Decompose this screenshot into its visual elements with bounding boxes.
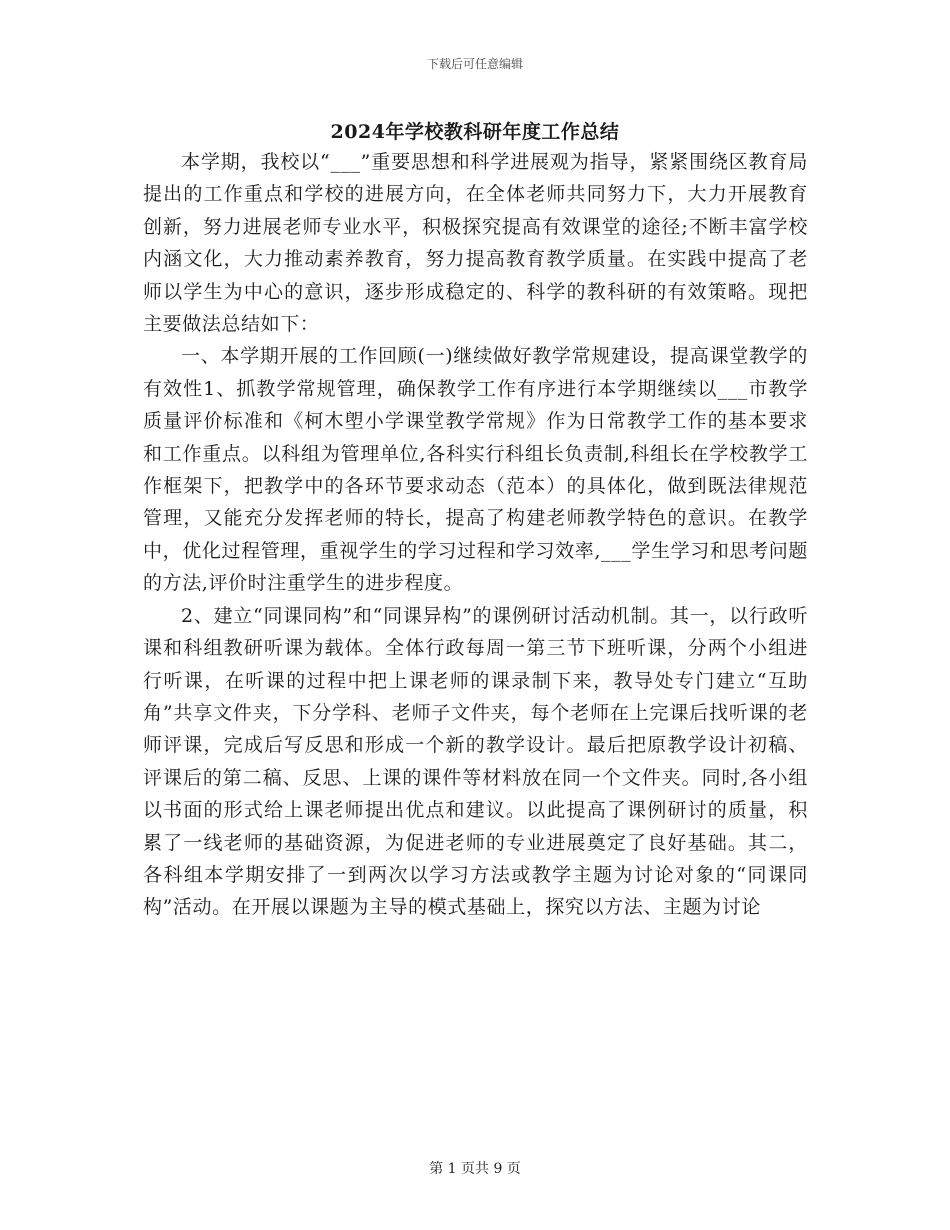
paragraph-intro: 本学期，我校以“___”重要思想和科学进展观为指导，紧紧围绕区教育局提出的工作重点和学校的进展方向，在全体老师共同努力下，大力开展教育创新，努力进展老师专业水平，积极探究提高有效课堂的途径;不断丰富学校内涵文化，大力推动素养教育，努力提高教育教学质量。在实践中提高了老师以学生为中心的意识，逐步形成稳定的、科学的教科研的有效策略。现把主要做法总结如下： — [143, 151, 808, 336]
page-footer: 第 1 页共 9 页 — [429, 1161, 521, 1177]
document-body — [143, 146, 808, 924]
document-title: 2024年学校教科研年度工作总结 — [330, 121, 620, 143]
paragraph-section-2: 2、建立“同课同构”和“同课异构”的课例研讨活动机制。其一，以行政听课和科组教研听课为载体。全体行政每周一第三节下班听课，分两个小组进行听课，在听课的过程中把上课老师的课录制下来，教导处专门建立“互助角”共享文件夹，下分学科、老师子文件夹，每个老师在上完课后找听课的老师评课，完成后写反思和形成一个新的教学设计。最后把原教学设计初稿、评课后的第二稿、反思、上课的课件等材料放在同一个文件夹。同时,各小组以书面的形式给上课老师提出优点和建议。以此提高了课例研讨的质量，积累了一线老师的基础资源，为促进老师的专业进展奠定了良好基础。其二，各科组本学期安排了一到两次以学习方法或教学主题为讨论对象的“同课同构”活动。在开展以课题为主导的模式基础上，探究以方法、主题为讨论 — [143, 604, 808, 919]
paragraph-section-1: 一、本学期开展的工作回顾(一)继续做好教学常规建设，提高课堂教学的有效性1、抓教学常规管理，确保教学工作有序进行本学期继续以___市教学质量评价标准和《柯木塱小学课堂教学常规》作为日常教学工作的基本要求和工作重点。以科组为管理单位,各科实行科组长负责制,科组长在学校教学工作框架下，把教学中的各环节要求动态（范本）的具体化，做到既法律规范管理，又能充分发挥老师的特长，提高了构建老师教学特色的意识。在教学中，优化过程管理，重视学生的学习过程和学习效率,___学生学习和思考问题的方法,评价时注重学生的进步程度。 — [143, 345, 808, 595]
header-note: 下载后可任意编辑 — [426, 57, 523, 71]
